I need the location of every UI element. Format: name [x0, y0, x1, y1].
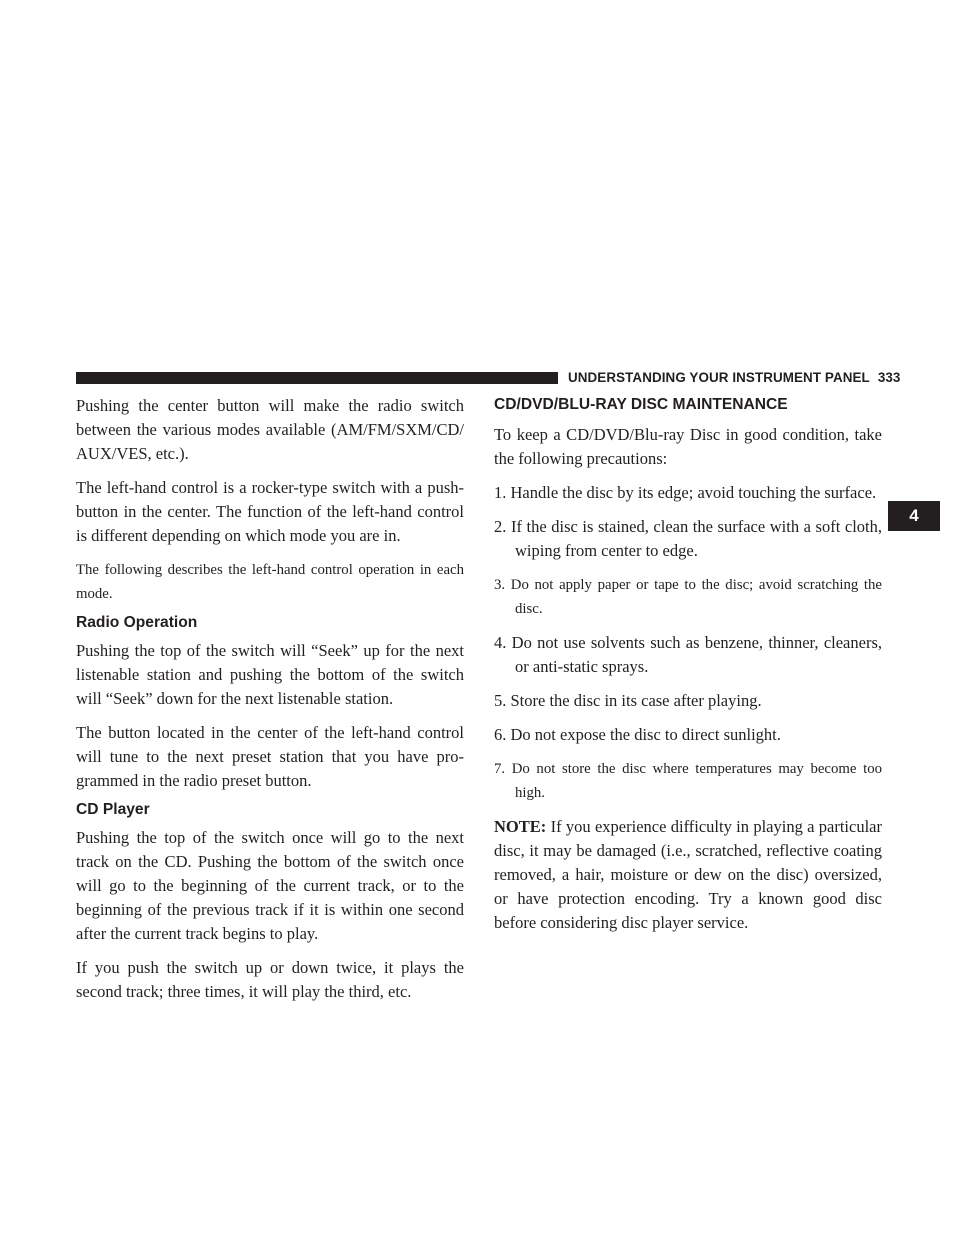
paragraph: To keep a CD/DVD/Blu-ray Disc in good condition, take the following precautions: — [494, 425, 882, 468]
list-item: 1. Handle the disc by its edge; avoid touching the surface. — [494, 483, 877, 502]
list-item: 7. Do not store the disc where temperatures may become too high. — [494, 761, 882, 801]
list-item: 6. Do not expose the disc to direct sunlight. — [494, 725, 781, 744]
note-text: If you experience difficulty in playing a particular disc, it may be damaged (i.e., scratched, reflective coating removed, a hair, moisture or dew on the disc) oversized, or have protection encoding. Try a known good disc before considering disc player service. — [494, 817, 882, 932]
list-item: 3. Do not apply paper or tape to the disc; avoid scratching the disc. — [494, 577, 882, 617]
paragraph: The left-hand control is a rocker-type switch with a push-button in the center. The function of the left-hand control is different depending on which mode you are in. — [76, 478, 464, 545]
chapter-tab: 4 — [888, 501, 940, 531]
note-label: NOTE: — [494, 817, 547, 836]
page-number: 333 — [877, 370, 901, 385]
section-heading-radio: Radio Operation — [76, 614, 198, 631]
section-heading-cd: CD Player — [76, 801, 150, 818]
note-paragraph — [494, 815, 882, 935]
running-header — [568, 368, 900, 388]
paragraph: The button located in the center of the left-hand control will tune to the next preset station that you have pro-grammed in the radio preset button. — [76, 723, 464, 790]
paragraph: Pushing the center button will make the radio switch between the various modes available (AM/FM/SXM/CD/ AUX/VES, etc.). — [76, 396, 464, 463]
list-item: 5. Store the disc in its case after playing. — [494, 691, 762, 710]
paragraph: Pushing the top of the switch once will go to the next track on the CD. Pushing the bottom of the switch once will go to the beginning of the current track, or to the beginning of the previous track if it is within one second after the current track begins to play. — [76, 828, 464, 943]
paragraph: If you push the switch up or down twice, it plays the second track; three times, it will play the third, etc. — [76, 958, 464, 1001]
paragraph: The following describes the left-hand control operation in each mode. — [76, 562, 464, 602]
section-title: UNDERSTANDING YOUR INSTRUMENT PANEL — [568, 370, 870, 385]
header-rule — [76, 372, 558, 384]
right-column — [494, 394, 882, 935]
list-item: 2. If the disc is stained, clean the surface with a soft cloth, wiping from center to edge. — [494, 517, 882, 560]
list-item: 4. Do not use solvents such as benzene, thinner, cleaners, or anti-static sprays. — [494, 633, 882, 676]
left-column — [76, 394, 464, 1004]
paragraph: Pushing the top of the switch will “Seek” up for the next listenable station and pushing the bottom of the switch will “Seek” down for the next listenable station. — [76, 641, 464, 708]
section-heading-disc-maintenance: CD/DVD/BLU-RAY DISC MAINTENANCE — [494, 396, 788, 413]
